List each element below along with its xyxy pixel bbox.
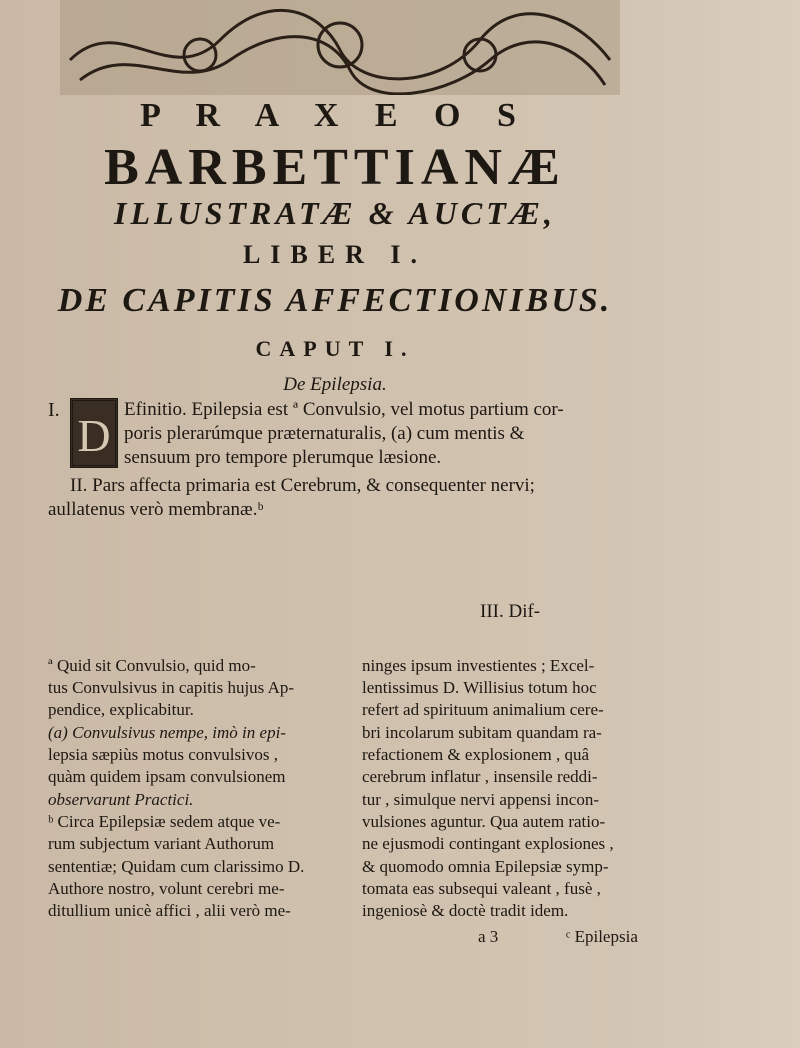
note-line: tur , simulque nervi appensi incon-: [362, 790, 600, 809]
text-line: II. Pars affecta primaria est Cerebrum, & consequenter nervi;: [70, 475, 535, 496]
note-line: ingeniosè & doctè tradit idem.: [362, 901, 569, 920]
note-line: ne ejusmodi contingant explosiones ,: [362, 834, 614, 853]
subtitle-illustratae: ILLUSTRATÆ & AUCTÆ,: [114, 195, 556, 231]
note-line: lentissimus D. Willisius totum hoc: [362, 678, 597, 697]
note-line: refert ad spirituum animalium cere-: [362, 700, 604, 719]
note-line: sententiæ; Quidam cum clarissimo D.: [48, 857, 305, 876]
note-line: lepsia sæpiùs motus convulsivos ,: [48, 745, 278, 764]
signature-mark: a 3: [478, 927, 499, 946]
paragraph-number: I.: [48, 399, 60, 421]
note-line: rum subjectum variant Authorum: [48, 834, 275, 853]
paragraph-3-heading: III. Dif-: [480, 601, 541, 622]
title-praxeos: P R A X E O S: [140, 97, 530, 134]
text-line: Efinitio. Epilepsia est ª Convulsio, vel motus partium cor-: [124, 399, 564, 420]
note-line: ninges ipsum investientes ; Excel-: [362, 656, 595, 675]
note-line: Authore nostro, volunt cerebri me-: [48, 879, 285, 898]
book-heading: LIBER I.: [242, 240, 428, 269]
note-line: tus Convulsivus in capitis hujus Ap-: [48, 678, 295, 697]
note-line: bri incolarum subitam quandam ra-: [362, 723, 602, 742]
note-line: & quomodo omnia Epilepsiæ symp-: [362, 857, 609, 876]
note-line: vulsiones aguntur. Qua autem ratio-: [362, 812, 606, 831]
note-line: quàm quidem ipsam convulsionem: [48, 767, 286, 786]
note-line: observarunt Practici.: [48, 790, 194, 809]
note-line: tomata eas subsequi valeant , fusè ,: [362, 879, 601, 898]
note-line: cerebrum inflatur , insensile reddi-: [362, 767, 598, 786]
note-line: (a) Convulsivus nempe, imò in epi-: [48, 723, 286, 742]
decorative-headpiece-ornament: [60, 0, 620, 95]
text-line: aullatenus verò membranæ.ᵇ: [48, 499, 264, 520]
catchword: ᶜ Epilepsia: [566, 927, 638, 946]
text-line: poris plerarúmque præternaturalis, (a) cum mentis &: [124, 423, 525, 444]
chapter-heading: CAPUT I.: [255, 336, 415, 361]
chapter-subtitle: De Epilepsia.: [283, 374, 387, 395]
decorated-initial: D: [70, 398, 118, 468]
note-line: ª Quid sit Convulsio, quid mo-: [48, 656, 256, 675]
note-line: ditullium unicè affici , alii verò me-: [48, 901, 291, 920]
section-heading: DE CAPITIS AFFECTIONIBUS.: [57, 282, 613, 319]
note-line: pendice, explicabitur.: [48, 700, 194, 719]
title-barbettianae: BARBETTIANÆ: [104, 139, 566, 196]
note-line: ᵇ Circa Epilepsiæ sedem atque ve-: [48, 812, 281, 831]
note-line: refactionem & explosionem , quâ: [362, 745, 590, 764]
text-line: sensuum pro tempore plerumque læsione.: [124, 447, 442, 468]
